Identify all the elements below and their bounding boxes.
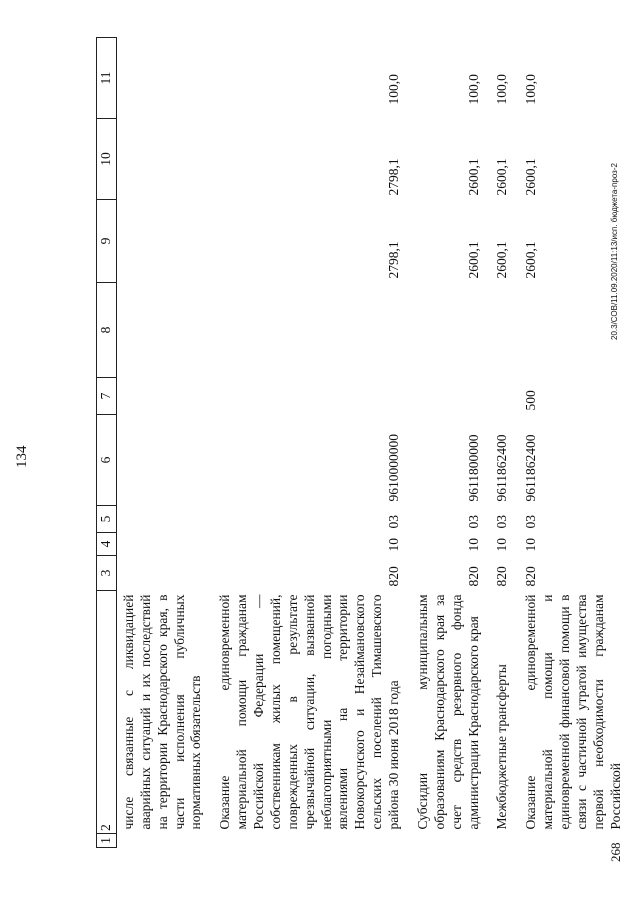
- header-col-3: 3: [97, 556, 117, 591]
- cell-c6: 9611862400: [523, 434, 539, 502]
- cell-c8: [411, 283, 491, 378]
- header-col-4: 4: [97, 533, 117, 556]
- cell-c4: 10: [465, 538, 481, 552]
- cell-c4: 10: [494, 538, 510, 552]
- cell-c9: 2600,1: [523, 241, 539, 279]
- cell-c10: 2600,1: [523, 158, 539, 196]
- table-row: [490, 38, 519, 848]
- cell-c8: [490, 283, 519, 378]
- header-col-11: 11: [97, 38, 117, 119]
- table-row: [116, 38, 213, 848]
- cell-c10: 2798,1: [386, 158, 401, 196]
- cell-c4: 10: [386, 538, 401, 552]
- header-col-10: 10: [97, 119, 117, 200]
- cell-c3: 820: [523, 566, 539, 587]
- cell-c3: 820: [494, 566, 510, 587]
- cell-c10: [116, 119, 213, 200]
- page-number: 134: [14, 445, 30, 468]
- table-row: [213, 38, 411, 848]
- cell-c8: [213, 283, 411, 378]
- row-name: Субсидии муниципальным образованиям Краснодарского края за счет средств резервного фонда администрации Краснодарского края: [414, 594, 481, 830]
- cell-c5: 03: [494, 515, 510, 529]
- cell-c10: 2600,1: [494, 158, 510, 196]
- cell-c5: 03: [465, 515, 481, 529]
- cell-c5: [116, 506, 213, 533]
- cell-c8: [116, 283, 213, 378]
- header-col-1: 1: [97, 834, 117, 848]
- cell-c9: [116, 200, 213, 283]
- table-header-row: [97, 38, 117, 848]
- header-col-2: 2: [97, 591, 117, 834]
- budget-table: [96, 37, 633, 848]
- cell-c4: 10: [523, 538, 539, 552]
- cell-c6: 9611862400: [494, 434, 510, 502]
- header-col-8: 8: [97, 283, 117, 378]
- rotated-content: [0, 30, 640, 860]
- row-name: Межбюджетные трансферты: [494, 664, 510, 830]
- row-name: Оказание единовременной материальной помощи и единовременной финансовой помощи в связи с частичной утратой имущества первой необходимости гражданам Российской: [523, 594, 623, 830]
- table-row: [519, 38, 632, 848]
- cell-c5: 03: [386, 515, 401, 529]
- cell-c3: 820: [386, 566, 401, 587]
- cell-c9: 2600,1: [465, 241, 481, 279]
- cell-c11: [116, 38, 213, 119]
- row-name: Оказание единовременной материальной помощи гражданам Российской Федерации — собственникам жилых помещений, поврежденных в результате чрезвычайной ситуации, вызванной неблагоприятными погодными явлениями на территории Новокорсунского и Незаймановского сельских поселений Тимашевского района 30 июня 2018 года: [217, 594, 401, 830]
- cell-c3: [116, 556, 213, 591]
- cell-c11: 100,0: [494, 74, 510, 105]
- cell-c10: 2600,1: [465, 158, 481, 196]
- corner-page-number: 268: [608, 842, 623, 862]
- header-col-6: 6: [97, 415, 117, 506]
- cell-c5: 03: [523, 515, 539, 529]
- header-col-7: 7: [97, 378, 117, 415]
- cell-c3: 820: [465, 566, 481, 587]
- table-row: [411, 38, 491, 848]
- cell-c6: [116, 415, 213, 506]
- cell-c9: 2600,1: [494, 241, 510, 279]
- cell-c11: 100,0: [386, 74, 401, 105]
- cell-c7: [116, 378, 213, 415]
- cell-c9: 2798,1: [386, 241, 401, 279]
- header-col-5: 5: [97, 506, 117, 533]
- row-name: числе связанные с ликвидацией аварийных ситуаций и их последствий на территории Краснодарского края, в части исполнения публичных нормативных обязательств: [120, 594, 204, 830]
- cell-c4: [116, 533, 213, 556]
- cell-c7: 500: [523, 390, 539, 411]
- cell-c7: [490, 378, 519, 415]
- footer-code: 20.3/СОВ/11.09.2020/11:13/исп. бюджета-проз-2: [610, 163, 619, 340]
- cell-c7: [411, 378, 491, 415]
- cell-c7: [213, 378, 411, 415]
- cell-c6: 9611800000: [465, 434, 481, 502]
- cell-c11: 100,0: [523, 74, 539, 105]
- header-col-9: 9: [97, 200, 117, 283]
- cell-c11: 100,0: [465, 74, 481, 105]
- cell-c6: 9610000000: [386, 434, 401, 502]
